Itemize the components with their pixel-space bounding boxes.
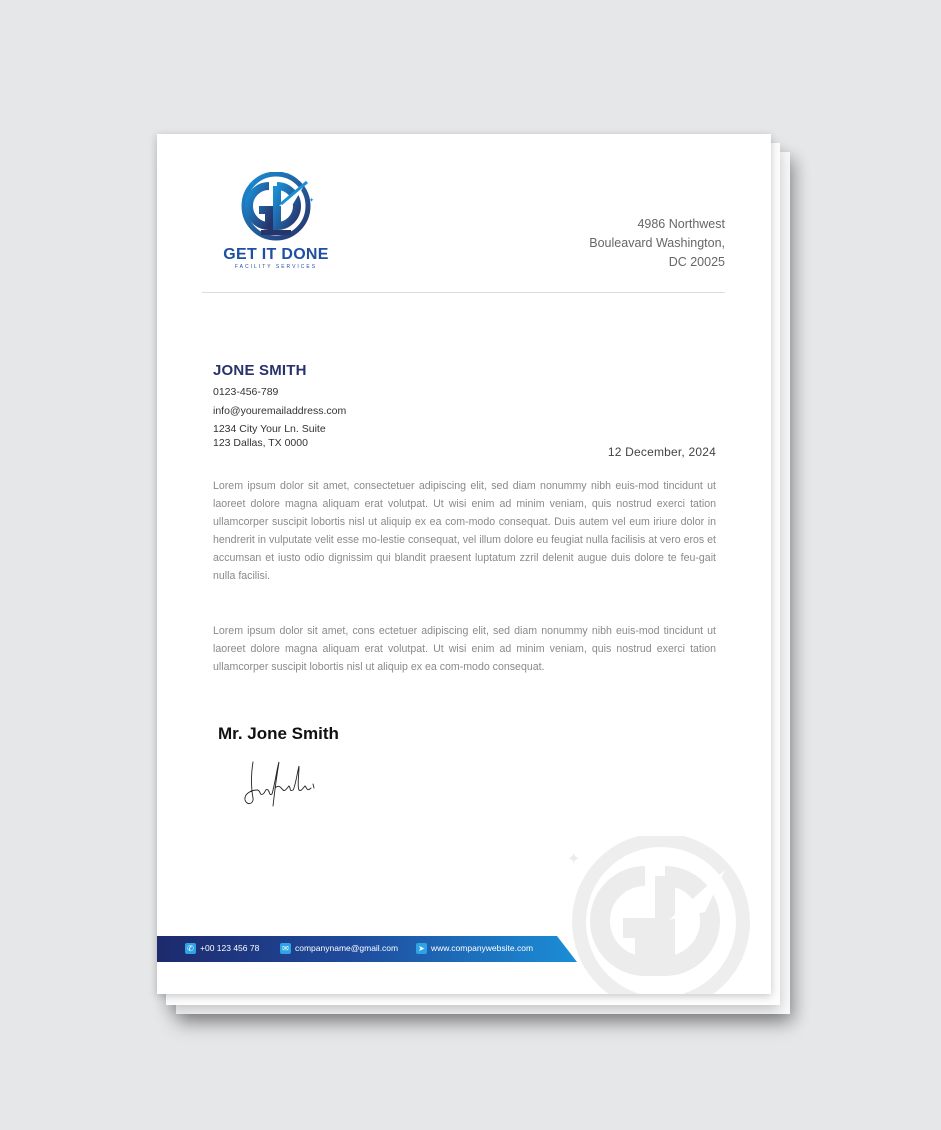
watermark-logo-icon: [565, 836, 755, 994]
body-paragraph-1: Lorem ipsum dolor sit amet, consectetuer adipiscing elit, sed diam nonummy nibh euis-mod tincidunt ut laoreet dolore magna aliquam erat volutpat. Ut wisi enim ad minim veniam, quis nostrud exerci tation ullamcorper suscipit lobortis nisl ut aliquip ex ea com-modo consequat. Duis autem vel eum iriure dolor in hendrerit in vulputate velit esse mo-lestie consequat, vel illum dolore eu feugiat nulla facilisis at vero eros et accumsan et iusto odio dignissim qui blandit praesent luptatum zzril delenit augue duis dolore te feu-gait nulla facilisi.: [213, 480, 716, 582]
company-name: GET IT DONE: [223, 246, 329, 263]
body-paragraph-2: Lorem ipsum dolor sit amet, cons ectetuer adipiscing elit, sed diam nonummy nibh euis-mod tincidunt ut laoreet dolore magna aliquam erat volutpat. Ut wisi enim ad minim veniam, quis nostrud exerci tation ullamcorper suscipit lobortis nisl ut aliquip ex ea com-modo consequat.: [213, 625, 716, 673]
company-address-line: 4986 Northwest: [637, 217, 725, 231]
footer-email-text: companyname@gmail.com: [295, 943, 399, 953]
company-address-line: DC 20025: [668, 255, 725, 269]
footer-email[interactable]: [280, 940, 398, 956]
sender-phone: 0123-456-789: [213, 386, 279, 398]
phone-icon: ✆: [185, 943, 196, 954]
closing-name: Mr. Jone Smith: [218, 724, 339, 743]
footer-phone-text: +00 123 456 78: [200, 943, 260, 953]
envelope-icon: ✉: [280, 943, 291, 954]
sender-email: info@youremailaddress.com: [213, 405, 347, 417]
sender-address-line2: 123 Dallas, TX 0000: [213, 437, 308, 449]
letterhead-page: [157, 134, 771, 994]
company-address-line: Bouleavard Washington,: [589, 236, 725, 250]
signature-icon: [239, 754, 339, 814]
company-address: [525, 215, 725, 272]
footer-website-text: www.companywebsite.com: [431, 943, 534, 953]
svg-text:✦: ✦: [567, 849, 581, 868]
svg-text:✦: ✦: [249, 179, 256, 188]
company-tagline: FACILITY SERVICES: [234, 264, 318, 270]
header-divider: [202, 292, 725, 293]
sender-address-line1: 1234 City Your Ln. Suite: [213, 423, 326, 435]
cursor-icon: ➤: [416, 943, 427, 954]
sender-name: JONE SMITH: [213, 362, 307, 379]
footer-website[interactable]: [416, 940, 533, 956]
footer-phone[interactable]: [185, 940, 259, 956]
svg-text:✦: ✦: [309, 197, 315, 204]
letter-date: 12 December, 2024: [607, 445, 716, 459]
